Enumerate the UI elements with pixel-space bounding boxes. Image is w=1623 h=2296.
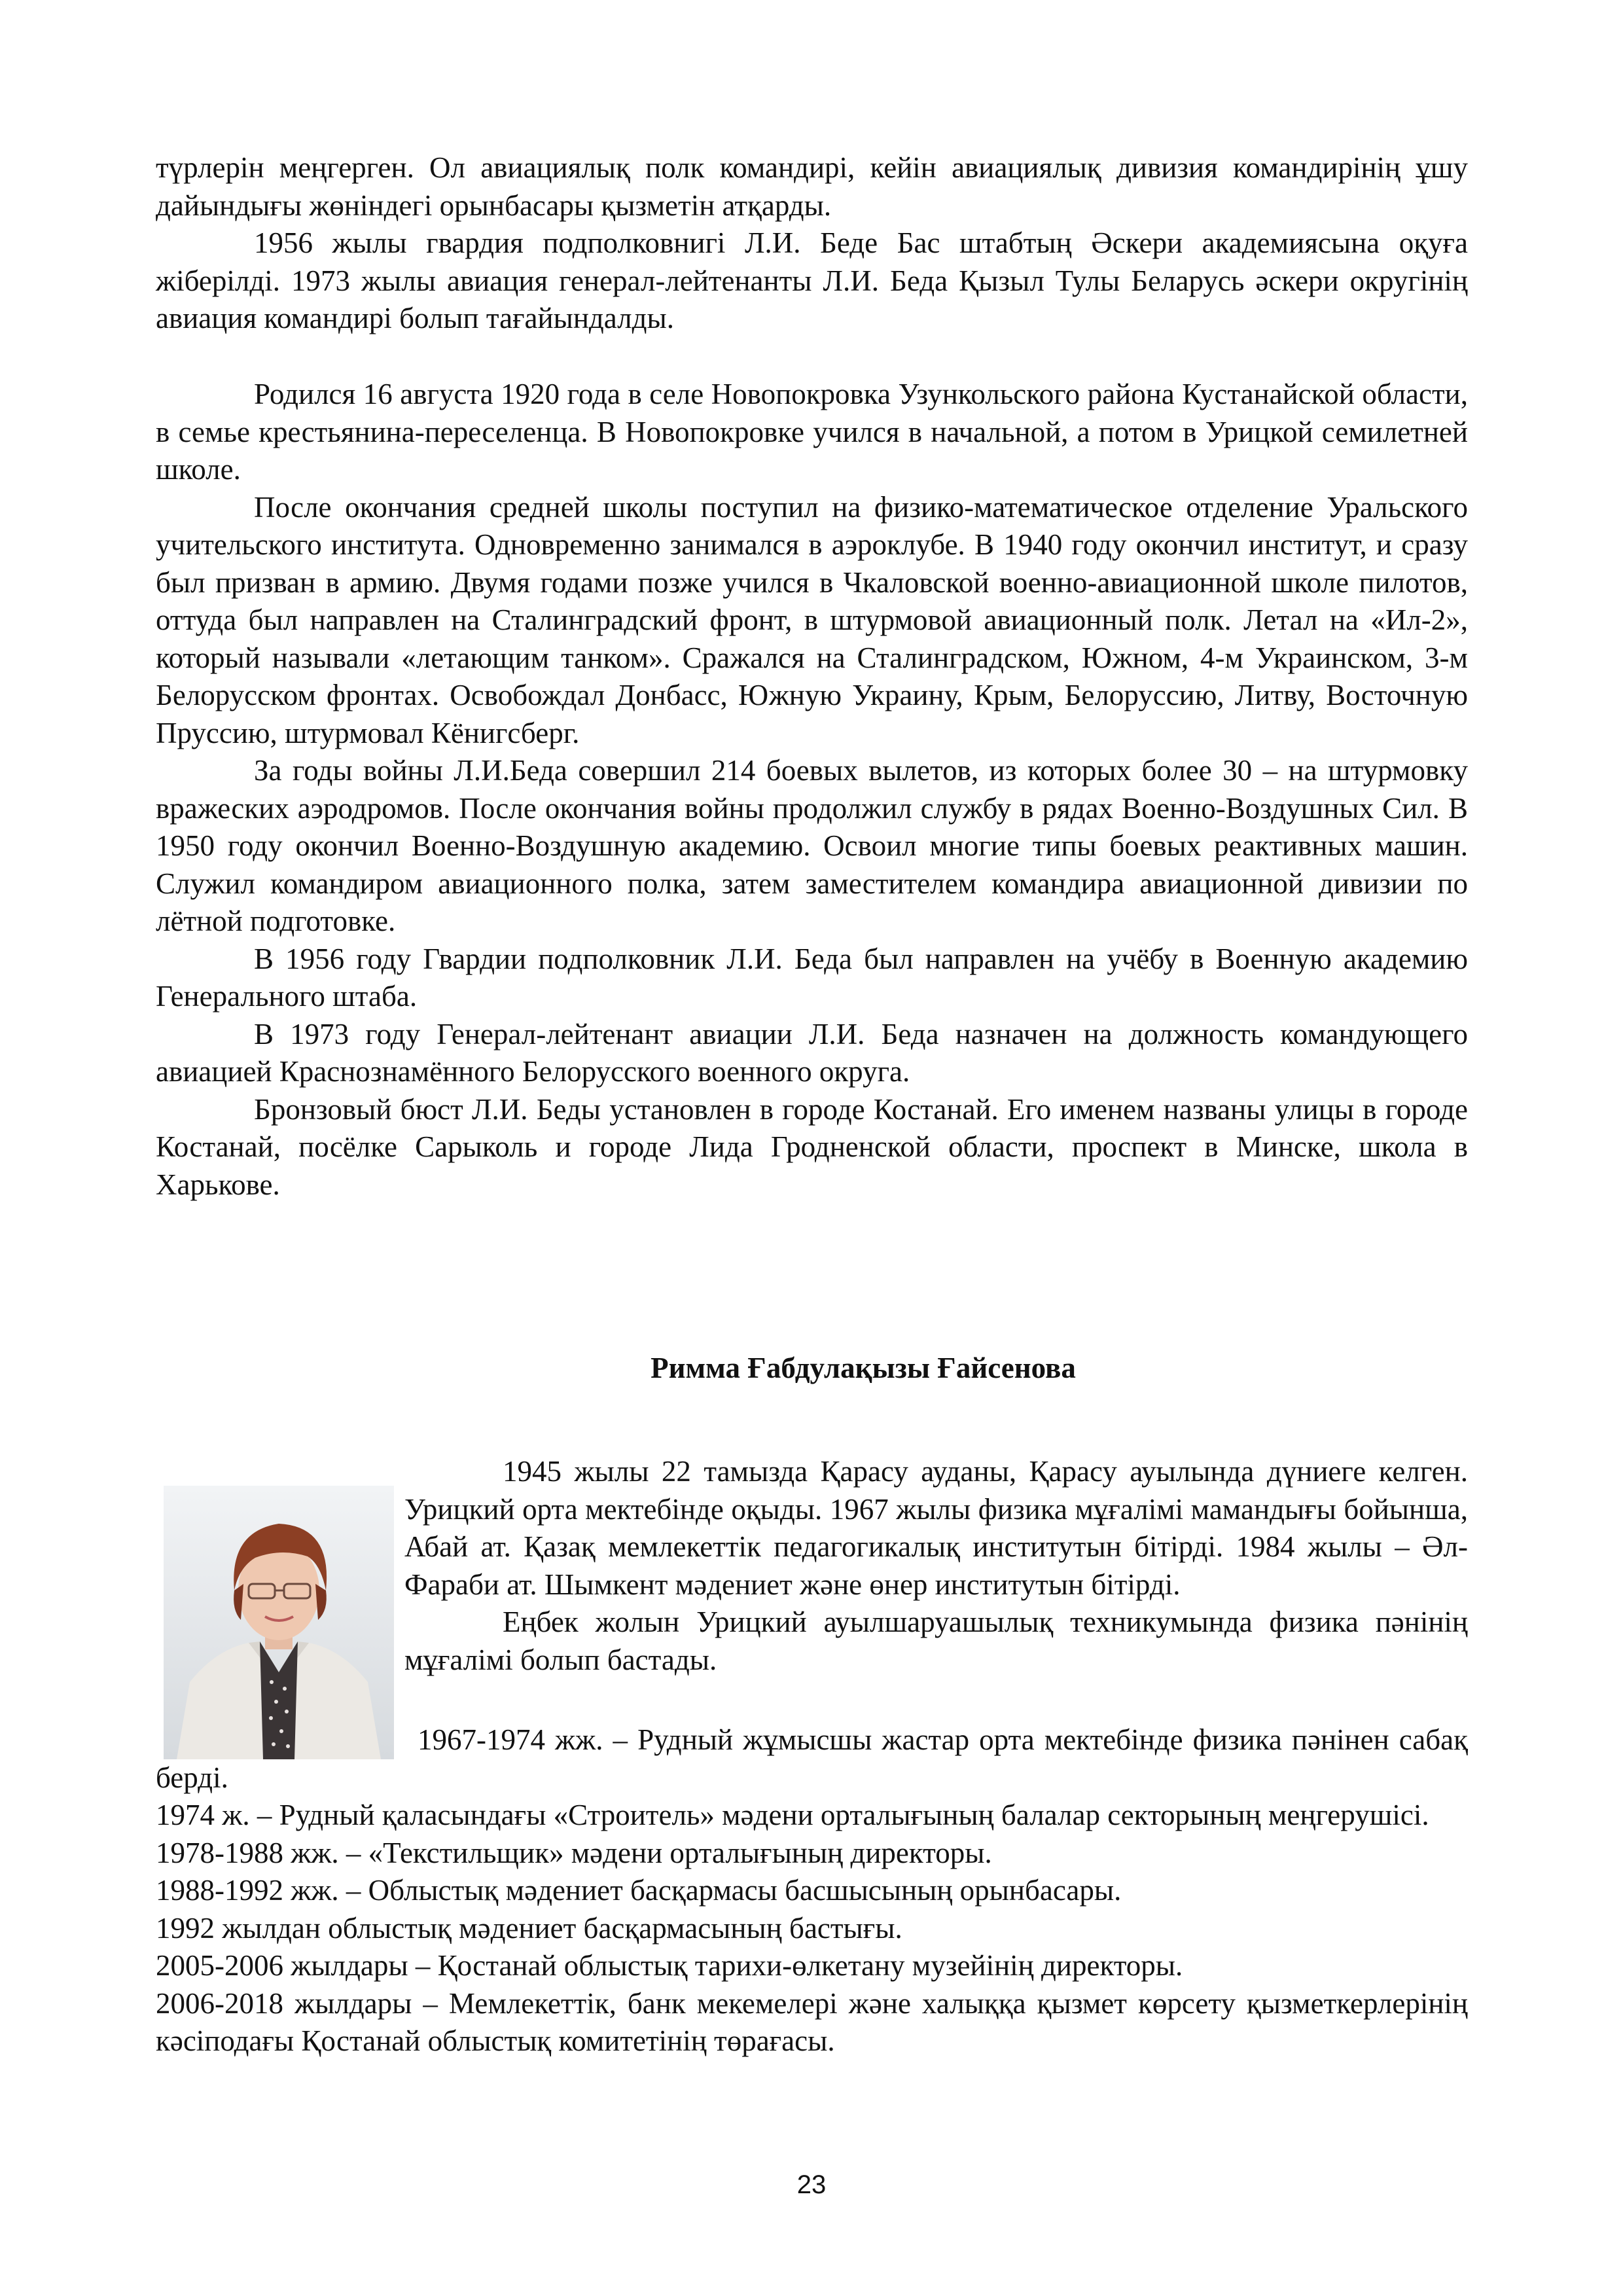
page-number: 23 xyxy=(796,2170,827,2199)
paragraph: түрлерін меңгерген. Ол авиациялық полк командирі, кейін авиациялық дивизия командирінің ұшу дайындығы жөніндегі орынбасары қызметін атқарды. xyxy=(156,151,1468,222)
paragraph: 1945 жылы 22 тамызда Қарасу ауданы, Қарасу ауылында дүниеге келген. Урицкий орта мектебінде оқыды. 1967 жылы физика мұғалімі мамандығы бойынша, Абай ат. Қазақ мемлекеттік педагогикалық институтын бітірді. 1984 жылы – Әл-Фараби ат. Шымкент мәдениет және өнер институтын бітірді. xyxy=(404,1455,1468,1601)
career-item: 2006-2018 жылдары – Мемлекеттік, банк мекемелері және халыққа қызмет көрсету қызметкерлерінің кәсіподағы Қостанай облыстық комитетінің төрағасы. xyxy=(156,1986,1468,2057)
russian-bio-section xyxy=(156,376,1468,1204)
person-bio-intro xyxy=(404,1453,1468,1679)
paragraph: В 1956 году Гвардии подполковник Л.И. Беда был направлен на учёбу в Военную академию Генерального штаба. xyxy=(156,942,1468,1013)
paragraph: После окончания средней школы поступил на физико-математическое отделение Уральского учительского института. Одновременно занимался в аэроклубе. В 1940 году окончил институт, и сразу был призван в армию. Двумя годами позже учился в Чкаловской военно-авиационной школе пилотов, оттуда был направлен на Сталинградский фронт, в штурмовой авиационный полк. Летал на «Ил-2», который называли «летающим танком». Сражался на Сталинградском, Южном, 4-м Украинском, 3-м Белорусском фронтах. Освобождал Донбасс, Южную Украину, Крым, Белоруссию, Литву, Восточную Пруссию, штурмовал Кёнигсберг. xyxy=(156,490,1468,749)
career-item: 1978-1988 жж. – «Текстильщик» мәдени орталығының директоры. xyxy=(156,1836,992,1869)
paragraph: 1956 жылы гвардия подполковнигі Л.И. Беде Бас штабтың Әскери академиясына оқуға жіберілді. 1973 жылы авиация генерал-лейтенанты Л.И. Беда Қызыл Тулы Беларусь әскери округінің авиация командирі болып тағайындалды. xyxy=(156,226,1468,334)
paragraph: Еңбек жолын Урицкий ауылшаруашылық техникумында физика пәнінің мұғалімі болып бастады. xyxy=(404,1605,1468,1676)
paragraph: Бронзовый бюст Л.И. Беды установлен в городе Костанай. Его именем названы улицы в городе Костанай, посёлке Сарыколь и городе Лида Гродненской области, проспект в Минске, школа в Харькове. xyxy=(156,1092,1468,1201)
paragraph: В 1973 году Генерал-лейтенант авиации Л.И. Беда назначен на должность командующего авиацией Краснознамённого Белорусского военного округа. xyxy=(156,1017,1468,1088)
paragraph: Родился 16 августа 1920 года в селе Новопокровка Узункольского района Кустанайской области, в семье крестьянина-переселенца. В Новопокровке учился в начальной, а потом в Урицкой семилетней школе. xyxy=(156,378,1468,486)
career-list xyxy=(156,1721,1468,2060)
career-item: 2005-2006 жылдары – Қостанай облыстық тарихи-өлкетану музейінің директоры. xyxy=(156,1949,1183,1982)
career-item: 1992 жылдан облыстық мәдениет басқармасының бастығы. xyxy=(156,1911,902,1945)
kazakh-bio-section xyxy=(156,149,1468,338)
person-name-heading: Римма Ғабдулақызы Ғайсенова xyxy=(651,1352,1076,1384)
paragraph: За годы войны Л.И.Беда совершил 214 боевых вылетов, из которых более 30 – на штурмовку вражеских аэродромов. После окончания войны продолжил службу в рядах Военно-Воздушных Сил. В 1950 году окончил Военно-Воздушную академию. Освоил многие типы боевых реактивных машин. Служил командиром авиационного полка, затем заместителем командира авиационной дивизии по лётной подготовке. xyxy=(156,754,1468,937)
career-item: 1974 ж. – Рудный қаласындағы «Строитель» мәдени орталығының балалар секторының меңгерушісі. xyxy=(156,1799,1429,1831)
career-item: 1967-1974 жж. – Рудный жұмысшы жастар орта мектебінде физика пәнінен сабақ берді. xyxy=(156,1723,1468,1794)
career-item: 1988-1992 жж. – Облыстық мәдениет басқармасы басшысының орынбасары. xyxy=(156,1874,1122,1907)
portrait-photo xyxy=(164,1486,394,1759)
